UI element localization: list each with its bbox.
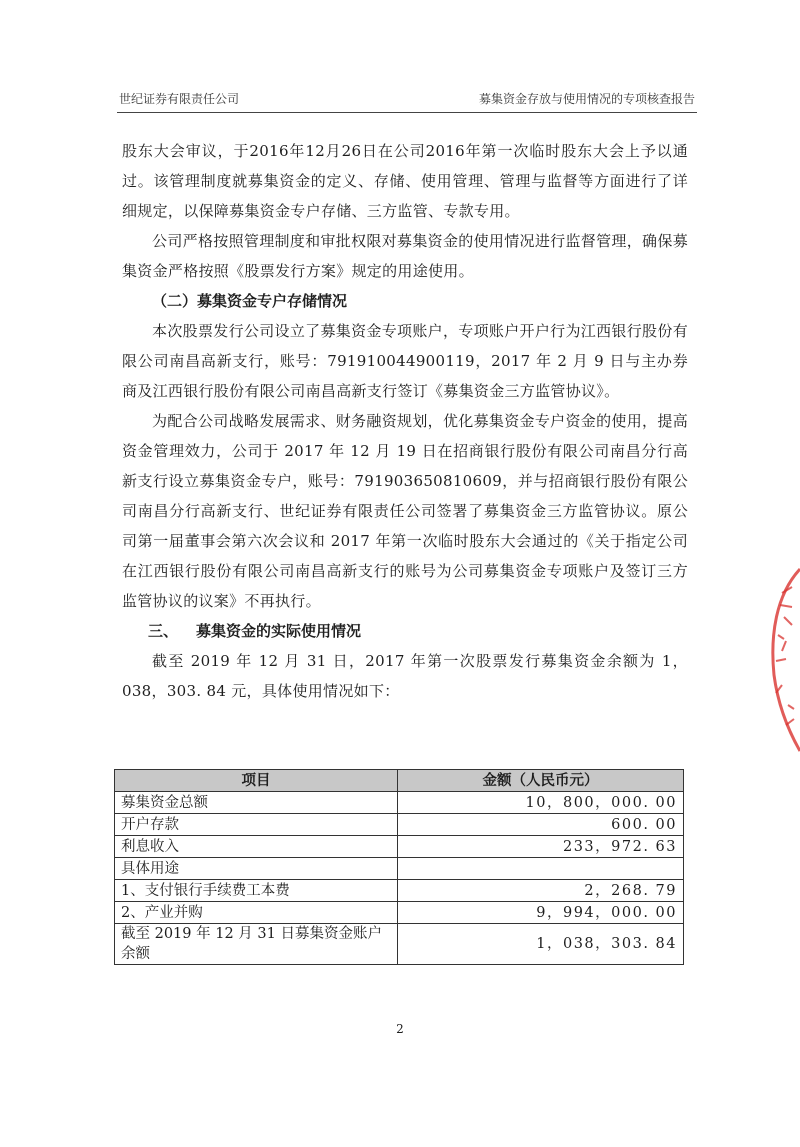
- row-amount: 600. 00: [398, 814, 684, 836]
- section-title: 募集资金的实际使用情况: [196, 622, 362, 640]
- table-row: [115, 814, 684, 836]
- report-body: [122, 136, 688, 706]
- row-item: 开户存款: [115, 814, 398, 836]
- table-row: [115, 902, 684, 924]
- header-company: 世纪证券有限责任公司: [119, 92, 240, 106]
- paragraph-continuation: 股东大会审议，于2016年12月26日在公司2016年第一次临时股东大会上予以通过。该管理制度就募集资金的定义、存储、使用管理、管理与监督等方面进行了详细规定，以保障募集资金专户存储、三方监管、专款专用。: [122, 142, 688, 220]
- paragraph-supervision: 公司严格按照管理制度和审批权限对募集资金的使用情况进行监督管理，确保募集资金严格按照《股票发行方案》规定的用途使用。: [122, 232, 688, 280]
- column-header-item: 项目: [115, 770, 398, 792]
- row-amount: 233，972. 63: [398, 836, 684, 858]
- row-amount: 2，268. 79: [398, 880, 684, 902]
- row-item: 募集资金总额: [115, 792, 398, 814]
- table-row: [115, 792, 684, 814]
- table-header-row: [115, 770, 684, 792]
- row-item: 2、产业并购: [115, 902, 398, 924]
- page-header: [117, 90, 697, 113]
- row-amount: [398, 858, 684, 880]
- column-header-amount: 金额（人民币元）: [398, 770, 684, 792]
- table-row: [115, 924, 684, 965]
- row-item: 1、支付银行手续费工本费: [115, 880, 398, 902]
- row-item: 具体用途: [115, 858, 398, 880]
- section-heading-account-storage: （二）募集资金专户存储情况: [152, 292, 348, 310]
- row-item: 利息收入: [115, 836, 398, 858]
- row-item: 截至 2019 年 12 月 31 日募集资金账户余额: [115, 924, 398, 965]
- paragraph-special-account: 本次股票发行公司设立了募集资金专项账户，专项账户开户行为江西银行股份有限公司南昌高新支行，账号：791910044900119，2017 年 2 月 9 日与主办券商及江西银行股份有限公司南昌高新支行签订《募集资金三方监管协议》。: [122, 322, 688, 400]
- header-report-title: 募集资金存放与使用情况的专项核查报告: [478, 92, 695, 106]
- row-amount: 10，800，000. 00: [398, 792, 684, 814]
- row-amount: 1，038，303. 84: [398, 924, 684, 965]
- page-number: 2: [396, 1022, 404, 1036]
- paragraph-new-account: 为配合公司战略发展需求、财务融资规划，优化募集资金专户资金的使用，提高资金管理效力，公司于 2017 年 12 月 19 日在招商银行股份有限公司南昌分行高新支行设立募集资金专户，账号：791903650810609，并与招商银行股份有限公司南昌分行高新支行、世纪证券有限责任公司签署了募集资金三方监管协议。原公司第一届董事会第六次会议和 2017 年第一次临时股东大会通过的《关于指定公司在江西银行股份有限公司南昌高新支行的账号为公司募集资金专项账户及签订三方监管协议的议案》不再执行。: [122, 412, 688, 610]
- table-row: [115, 880, 684, 902]
- row-amount: 9，994，000. 00: [398, 902, 684, 924]
- paragraph-balance: 截至 2019 年 12 月 31 日，2017 年第一次股票发行募集资金余额为 1，038，303. 84 元，具体使用情况如下：: [122, 652, 688, 700]
- partial-seal-stamp: [762, 565, 800, 755]
- table-row: [115, 858, 684, 880]
- section-number: 三、: [148, 622, 179, 640]
- table-row: [115, 836, 684, 858]
- fund-usage-table: [114, 769, 684, 965]
- section-heading-actual-use: [122, 616, 688, 646]
